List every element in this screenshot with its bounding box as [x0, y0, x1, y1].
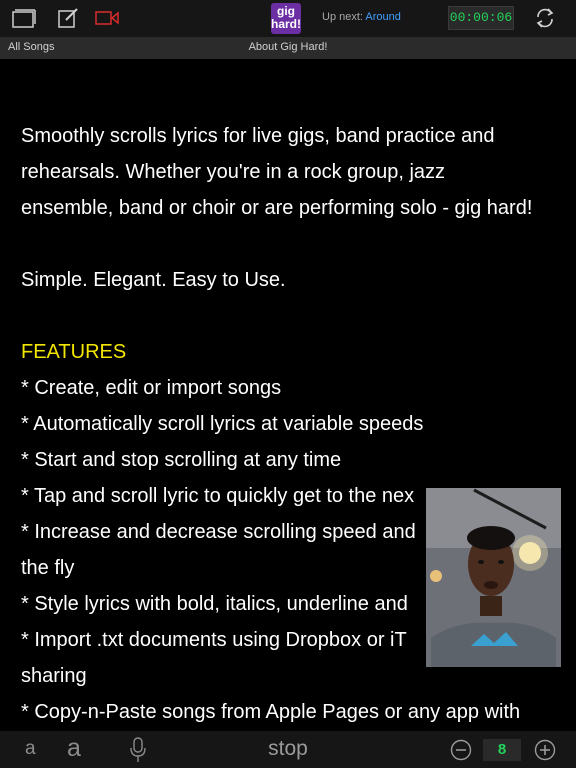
font-decrease-button[interactable]: a — [25, 738, 36, 759]
up-next-label: Up next: — [322, 11, 363, 23]
elapsed-timer: 00:00:06 — [448, 6, 514, 30]
logo-line-1: gig — [277, 4, 295, 18]
feature-line: the fly — [21, 557, 75, 579]
gig-hard-logo — [271, 3, 301, 34]
feature-line: * Increase and decrease scrolling speed and — [21, 521, 416, 543]
all-songs-link[interactable]: All Songs — [8, 41, 55, 53]
logo-line-2: hard! — [271, 17, 301, 31]
intro-line: Smoothly scrolls lyrics for live gigs, band practice and — [21, 125, 495, 147]
edit-icon[interactable] — [57, 7, 79, 34]
stop-button[interactable]: stop — [268, 737, 308, 760]
font-increase-button[interactable]: a — [67, 734, 81, 762]
feature-line: * Import .txt documents using Dropbox or iT — [21, 629, 407, 651]
speed-increase-icon[interactable] — [534, 739, 556, 766]
feature-line: sharing — [21, 665, 87, 687]
feature-line: * Copy-n-Paste songs from Apple Pages or any app with — [21, 701, 521, 723]
top-toolbar — [0, 0, 576, 37]
speed-decrease-icon[interactable] — [450, 739, 472, 766]
feature-line: * Create, edit or import songs — [21, 377, 282, 399]
up-next-song[interactable]: Around — [365, 11, 401, 23]
feature-line: * Tap and scroll lyric to quickly get to the nex — [21, 485, 415, 507]
video-record-icon[interactable] — [95, 11, 119, 30]
scroll-speed-value: 8 — [483, 739, 521, 761]
library-icon[interactable] — [12, 8, 36, 33]
video-preview-image — [426, 488, 561, 667]
feature-line: * Start and stop scrolling at any time — [21, 449, 342, 471]
sub-header — [0, 37, 576, 59]
feature-line: * Style lyrics with bold, italics, underline and — [21, 593, 408, 615]
refresh-icon[interactable] — [533, 6, 557, 35]
intro-line: ensemble, band or choir or are performing solo - gig hard! — [21, 197, 533, 219]
feature-line: * Automatically scroll lyrics at variable speeds — [21, 413, 424, 435]
intro-line: rehearsals. Whether you're in a rock group, jazz — [21, 161, 446, 183]
page-title: About Gig Hard! — [248, 41, 328, 53]
video-preview[interactable] — [426, 488, 561, 667]
features-heading: FEATURES — [21, 341, 127, 363]
tagline: Simple. Elegant. Easy to Use. — [21, 269, 286, 291]
up-next[interactable] — [322, 11, 401, 23]
